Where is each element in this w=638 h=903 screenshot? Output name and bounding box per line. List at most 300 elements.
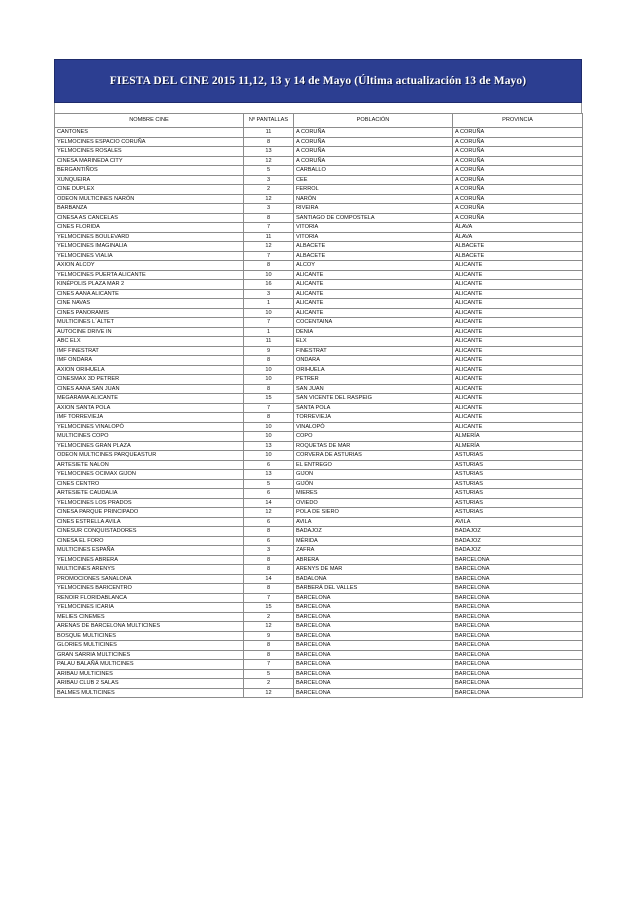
table-row [55, 413, 583, 423]
cell-nombre-cine: ODEON MULTICINES NARÓN [55, 194, 244, 204]
cell-provincia: BARCELONA [453, 660, 583, 670]
table-row [55, 422, 583, 432]
table-row [55, 584, 583, 594]
cell-poblacion: MIERES [294, 489, 453, 499]
cell-nombre-cine: GLORIES MULTICINES [55, 641, 244, 651]
table-row [55, 128, 583, 138]
cell-nombre-cine: CINESA MARINEDA CITY [55, 156, 244, 166]
cell-pantallas: 1 [244, 299, 294, 309]
header-pantallas: Nº PANTALLAS [244, 114, 294, 128]
cell-nombre-cine: ARIBAU CLUB 2 SALAS [55, 679, 244, 689]
cell-nombre-cine: YELMOCINES VINALOPÓ [55, 422, 244, 432]
table-row [55, 441, 583, 451]
table-row [55, 147, 583, 157]
cell-nombre-cine: PALAU BALAÑÁ MULTICINES [55, 660, 244, 670]
cell-pantallas: 12 [244, 156, 294, 166]
cell-pantallas: 1 [244, 327, 294, 337]
cell-nombre-cine: MEGARAMA ALICANTE [55, 394, 244, 404]
cell-pantallas: 8 [244, 527, 294, 537]
cell-pantallas: 11 [244, 232, 294, 242]
cell-provincia: BARCELONA [453, 555, 583, 565]
cell-provincia: BARCELONA [453, 631, 583, 641]
cell-provincia: ALICANTE [453, 327, 583, 337]
table-row [55, 308, 583, 318]
banner-spacer [54, 103, 582, 113]
cell-nombre-cine: BERGANTIÑOS [55, 166, 244, 176]
cell-poblacion: RIVEIRA [294, 204, 453, 214]
cell-provincia: ALICANTE [453, 318, 583, 328]
cell-provincia: ALICANTE [453, 365, 583, 375]
header-nombre-cine: NOMBRE CINE [55, 114, 244, 128]
cell-provincia: BARCELONA [453, 603, 583, 613]
cell-provincia: ÁLAVA [453, 232, 583, 242]
cell-nombre-cine: YELMOCINES ROSALES [55, 147, 244, 157]
cell-pantallas: 12 [244, 622, 294, 632]
cell-nombre-cine: ARENAS DE BARCELONA MULTICINES [55, 622, 244, 632]
cell-pantallas: 8 [244, 356, 294, 366]
table-row [55, 546, 583, 556]
table-row [55, 555, 583, 565]
cell-pantallas: 3 [244, 175, 294, 185]
table-row [55, 498, 583, 508]
cell-poblacion: BARCELONA [294, 669, 453, 679]
cell-pantallas: 7 [244, 660, 294, 670]
cell-provincia: BARCELONA [453, 574, 583, 584]
table-body [55, 128, 583, 698]
cell-nombre-cine: MULTICINES ARENYS [55, 565, 244, 575]
cell-pantallas: 10 [244, 422, 294, 432]
cell-pantallas: 5 [244, 669, 294, 679]
table-row [55, 384, 583, 394]
table-row [55, 289, 583, 299]
cell-provincia: A CORUÑA [453, 204, 583, 214]
cell-poblacion: CARBALLO [294, 166, 453, 176]
cell-poblacion: ZAFRA [294, 546, 453, 556]
cell-pantallas: 8 [244, 261, 294, 271]
cell-poblacion: A CORUÑA [294, 128, 453, 138]
cell-poblacion: FERROL [294, 185, 453, 195]
table-row [55, 536, 583, 546]
cell-nombre-cine: CINESA PARQUE PRINCIPADO [55, 508, 244, 518]
cell-provincia: ALMERÍA [453, 441, 583, 451]
cell-pantallas: 13 [244, 470, 294, 480]
cell-poblacion: BARCELONA [294, 612, 453, 622]
cell-provincia: ALICANTE [453, 403, 583, 413]
cell-poblacion: VITORIA [294, 223, 453, 233]
table-row [55, 375, 583, 385]
cell-poblacion: BARCELONA [294, 593, 453, 603]
cell-poblacion: ALICANTE [294, 308, 453, 318]
cell-provincia: BADAJOZ [453, 546, 583, 556]
cell-nombre-cine: BARBANZA [55, 204, 244, 214]
cell-pantallas: 11 [244, 128, 294, 138]
cell-poblacion: POLA DE SIERO [294, 508, 453, 518]
cell-provincia: ALICANTE [453, 261, 583, 271]
cell-nombre-cine: YELMOCINES BARICENTRO [55, 584, 244, 594]
cell-nombre-cine: YELMOCINES ESPACIO CORUÑA [55, 137, 244, 147]
cell-nombre-cine: BALMES MULTICINES [55, 688, 244, 698]
table-row [55, 251, 583, 261]
cell-nombre-cine: CINES CENTRO [55, 479, 244, 489]
cell-pantallas: 10 [244, 365, 294, 375]
cell-pantallas: 12 [244, 242, 294, 252]
cell-pantallas: 8 [244, 413, 294, 423]
table-row [55, 318, 583, 328]
table-row [55, 213, 583, 223]
cell-poblacion: ALICANTE [294, 299, 453, 309]
cell-poblacion: COCENTAINA [294, 318, 453, 328]
cell-nombre-cine: AUTOCINE DRIVE IN [55, 327, 244, 337]
cell-pantallas: 6 [244, 489, 294, 499]
cell-poblacion: ALBACETE [294, 251, 453, 261]
cell-pantallas: 7 [244, 403, 294, 413]
cell-provincia: AVILA [453, 517, 583, 527]
table-row [55, 574, 583, 584]
cell-poblacion: EL ENTREGO [294, 460, 453, 470]
cell-poblacion: BARCELONA [294, 641, 453, 651]
cell-nombre-cine: ARTESIETE NALON [55, 460, 244, 470]
cell-poblacion: VINALOPÓ [294, 422, 453, 432]
table-row [55, 451, 583, 461]
cell-nombre-cine: ARIBAU MULTICINES [55, 669, 244, 679]
cell-pantallas: 9 [244, 631, 294, 641]
table-row [55, 346, 583, 356]
title-banner [54, 59, 582, 103]
cell-poblacion: SANTA POLA [294, 403, 453, 413]
cell-poblacion: SANTIAGO DE COMPOSTELA [294, 213, 453, 223]
cell-nombre-cine: ABC ELX [55, 337, 244, 347]
cell-poblacion: A CORUÑA [294, 156, 453, 166]
cell-pantallas: 10 [244, 451, 294, 461]
cell-provincia: A CORUÑA [453, 147, 583, 157]
cell-poblacion: ALBACETE [294, 242, 453, 252]
cell-nombre-cine: AXION ORIHUELA [55, 365, 244, 375]
cell-pantallas: 7 [244, 251, 294, 261]
cell-poblacion: BARCELONA [294, 631, 453, 641]
table-row [55, 337, 583, 347]
cell-provincia: ALICANTE [453, 394, 583, 404]
cell-nombre-cine: MELIES CINEMES [55, 612, 244, 622]
table-row [55, 688, 583, 698]
cell-nombre-cine: YELMOCINES PUERTA ALICANTE [55, 270, 244, 280]
cell-provincia: ALICANTE [453, 356, 583, 366]
cell-poblacion: CEE [294, 175, 453, 185]
cell-provincia: A CORUÑA [453, 185, 583, 195]
cell-nombre-cine: YELMOCINES GRAN PLAZA [55, 441, 244, 451]
cell-provincia: ÁLAVA [453, 223, 583, 233]
cell-provincia: BARCELONA [453, 612, 583, 622]
table-row [55, 527, 583, 537]
cell-provincia: ALICANTE [453, 384, 583, 394]
cell-poblacion: A CORUÑA [294, 147, 453, 157]
table-row [55, 603, 583, 613]
cell-poblacion: ELX [294, 337, 453, 347]
cell-nombre-cine: MULTICINES L´ALTET [55, 318, 244, 328]
cell-nombre-cine: CINES ESTRELLA AVILA [55, 517, 244, 527]
cell-nombre-cine: AXION ALCOY [55, 261, 244, 271]
cell-poblacion: BARCELONA [294, 688, 453, 698]
cell-nombre-cine: YELMOCINES BOULEVARD [55, 232, 244, 242]
cell-poblacion: ORIHUELA [294, 365, 453, 375]
cell-nombre-cine: YELMOCINES ABRERA [55, 555, 244, 565]
cell-nombre-cine: XUNQUEIRA [55, 175, 244, 185]
cell-nombre-cine: MULTICINES COPO [55, 432, 244, 442]
cell-pantallas: 8 [244, 641, 294, 651]
table-row [55, 641, 583, 651]
cell-pantallas: 6 [244, 460, 294, 470]
cell-nombre-cine: YELMOCINES IMAGINALIA [55, 242, 244, 252]
cell-nombre-cine: CANTONES [55, 128, 244, 138]
cell-nombre-cine: CINES FLORIDA [55, 223, 244, 233]
cell-provincia: A CORUÑA [453, 156, 583, 166]
page-title: FIESTA DEL CINE 2015 11,12, 13 y 14 de Mayo (Última actualización 13 de Mayo) [109, 75, 527, 87]
table-row [55, 223, 583, 233]
cell-pantallas: 12 [244, 508, 294, 518]
cell-provincia: BARCELONA [453, 679, 583, 689]
cell-poblacion: ALICANTE [294, 289, 453, 299]
cell-pantallas: 7 [244, 593, 294, 603]
table-row [55, 156, 583, 166]
cell-poblacion: ALICANTE [294, 270, 453, 280]
table-row [55, 356, 583, 366]
cell-pantallas: 11 [244, 337, 294, 347]
cell-provincia: BARCELONA [453, 650, 583, 660]
cell-nombre-cine: IMF FINESTRAT [55, 346, 244, 356]
document-page [54, 59, 582, 698]
cell-provincia: ASTURIAS [453, 479, 583, 489]
cell-poblacion: ONDARA [294, 356, 453, 366]
cell-pantallas: 8 [244, 584, 294, 594]
cell-poblacion: BARCELONA [294, 622, 453, 632]
cell-poblacion: BARCELONA [294, 660, 453, 670]
cell-pantallas: 5 [244, 166, 294, 176]
cell-nombre-cine: CINES PANORAMIS [55, 308, 244, 318]
table-row [55, 679, 583, 689]
cell-provincia: A CORUÑA [453, 128, 583, 138]
table-row [55, 669, 583, 679]
cell-poblacion: BARCELONA [294, 650, 453, 660]
cell-nombre-cine: ARTESIETE CAUDALIA [55, 489, 244, 499]
table-row [55, 489, 583, 499]
cell-pantallas: 6 [244, 536, 294, 546]
cell-pantallas: 13 [244, 441, 294, 451]
cell-provincia: ALICANTE [453, 422, 583, 432]
cell-poblacion: BARCELONA [294, 603, 453, 613]
cell-nombre-cine: YELMOCINES OCIMAX GIJON [55, 470, 244, 480]
cell-provincia: ALICANTE [453, 299, 583, 309]
cell-pantallas: 8 [244, 213, 294, 223]
cell-provincia: ASTURIAS [453, 451, 583, 461]
cell-nombre-cine: IMF TORREVIEJA [55, 413, 244, 423]
cell-pantallas: 10 [244, 270, 294, 280]
cell-poblacion: GIJÓN [294, 479, 453, 489]
cell-poblacion: DENIA [294, 327, 453, 337]
table-row [55, 631, 583, 641]
table-row [55, 622, 583, 632]
cell-poblacion: ALCOY [294, 261, 453, 271]
cell-poblacion: COPO [294, 432, 453, 442]
cell-pantallas: 3 [244, 289, 294, 299]
cell-pantallas: 2 [244, 185, 294, 195]
cell-nombre-cine: KINÉPOLIS PLAZA MAR 2 [55, 280, 244, 290]
table-row [55, 365, 583, 375]
cell-provincia: ASTURIAS [453, 498, 583, 508]
table-row [55, 194, 583, 204]
cell-provincia: A CORUÑA [453, 194, 583, 204]
cell-nombre-cine: CINESA AS CANCELAS [55, 213, 244, 223]
table-row [55, 612, 583, 622]
cell-poblacion: ROQUETAS DE MAR [294, 441, 453, 451]
cell-provincia: ALICANTE [453, 280, 583, 290]
cell-pantallas: 8 [244, 137, 294, 147]
cell-nombre-cine: GRAN SARRIA MULTICINES [55, 650, 244, 660]
cell-poblacion: ALICANTE [294, 280, 453, 290]
cell-poblacion: BARBERÁ DEL VALLES [294, 584, 453, 594]
cell-provincia: A CORUÑA [453, 175, 583, 185]
cell-pantallas: 16 [244, 280, 294, 290]
table-row [55, 327, 583, 337]
cell-provincia: A CORUÑA [453, 166, 583, 176]
table-row [55, 650, 583, 660]
cell-provincia: BARCELONA [453, 669, 583, 679]
table-row [55, 280, 583, 290]
cell-nombre-cine: MULTICINES ESPAÑA [55, 546, 244, 556]
cell-pantallas: 9 [244, 346, 294, 356]
table-row [55, 166, 583, 176]
cinema-table [54, 113, 583, 698]
cell-pantallas: 5 [244, 479, 294, 489]
table-row [55, 175, 583, 185]
table-row [55, 242, 583, 252]
cell-provincia: ASTURIAS [453, 460, 583, 470]
cell-provincia: ALBACETE [453, 251, 583, 261]
cell-provincia: ASTURIAS [453, 470, 583, 480]
cell-provincia: BARCELONA [453, 688, 583, 698]
cell-provincia: ALMERÍA [453, 432, 583, 442]
table-row [55, 394, 583, 404]
table-row [55, 270, 583, 280]
cell-pantallas: 10 [244, 432, 294, 442]
cell-provincia: ALICANTE [453, 375, 583, 385]
cell-pantallas: 12 [244, 688, 294, 698]
cell-poblacion: BADALONA [294, 574, 453, 584]
cell-poblacion: ABRERA [294, 555, 453, 565]
cell-pantallas: 14 [244, 498, 294, 508]
cell-provincia: ALBACETE [453, 242, 583, 252]
header-provincia: PROVINCIA [453, 114, 583, 128]
cell-pantallas: 7 [244, 318, 294, 328]
cell-provincia: A CORUÑA [453, 213, 583, 223]
cell-pantallas: 7 [244, 223, 294, 233]
cell-provincia: ALICANTE [453, 289, 583, 299]
cell-nombre-cine: ODEON MULTICINES PARQUEASTUR [55, 451, 244, 461]
cell-provincia: ALICANTE [453, 337, 583, 347]
cell-provincia: BARCELONA [453, 565, 583, 575]
cell-pantallas: 8 [244, 565, 294, 575]
cell-provincia: BARCELONA [453, 641, 583, 651]
cell-nombre-cine: CINE NAVAS [55, 299, 244, 309]
table-row [55, 185, 583, 195]
cell-provincia: ALICANTE [453, 413, 583, 423]
cell-poblacion: OVIEDO [294, 498, 453, 508]
cell-nombre-cine: YELMOCINES VIALIA [55, 251, 244, 261]
cell-poblacion: A CORUÑA [294, 137, 453, 147]
cell-pantallas: 13 [244, 147, 294, 157]
cell-poblacion: FINESTRAT [294, 346, 453, 356]
cell-poblacion: AVILA [294, 517, 453, 527]
cell-poblacion: TORREVIEJA [294, 413, 453, 423]
table-row [55, 660, 583, 670]
cell-nombre-cine: CINESA EL FORO [55, 536, 244, 546]
cell-poblacion: PETRER [294, 375, 453, 385]
cell-nombre-cine: IMF ONDARA [55, 356, 244, 366]
cell-nombre-cine: BOSQUE MULTICINES [55, 631, 244, 641]
table-row [55, 261, 583, 271]
cell-provincia: BARCELONA [453, 622, 583, 632]
table-row [55, 470, 583, 480]
cell-nombre-cine: PROMOCIONES SANALONA [55, 574, 244, 584]
cell-poblacion: CORVERA DE ASTURIAS [294, 451, 453, 461]
cell-poblacion: GIJON [294, 470, 453, 480]
cell-nombre-cine: CINES AANA ALICANTE [55, 289, 244, 299]
table-row [55, 299, 583, 309]
cell-poblacion: ARENYS DE MAR [294, 565, 453, 575]
cell-pantallas: 10 [244, 375, 294, 385]
table-row [55, 479, 583, 489]
cell-provincia: ASTURIAS [453, 508, 583, 518]
cell-pantallas: 6 [244, 517, 294, 527]
table-header-row [55, 114, 583, 128]
cell-pantallas: 15 [244, 603, 294, 613]
cell-nombre-cine: AXION SANTA POLA [55, 403, 244, 413]
cell-nombre-cine: RENOIR FLORIDABLANCA [55, 593, 244, 603]
cell-poblacion: VITORIA [294, 232, 453, 242]
cell-poblacion: SAN VICENTE DEL RASPEIG [294, 394, 453, 404]
cell-pantallas: 3 [244, 204, 294, 214]
cell-pantallas: 12 [244, 194, 294, 204]
cell-nombre-cine: CINESUR CONQUISTADORES [55, 527, 244, 537]
cell-pantallas: 2 [244, 679, 294, 689]
table-row [55, 403, 583, 413]
cell-nombre-cine: YELMOCINES ICARIA [55, 603, 244, 613]
cell-poblacion: BARCELONA [294, 679, 453, 689]
cell-nombre-cine: CINESMAX 3D PETRER [55, 375, 244, 385]
table-row [55, 432, 583, 442]
cell-provincia: ALICANTE [453, 308, 583, 318]
cell-pantallas: 10 [244, 308, 294, 318]
cell-provincia: ASTURIAS [453, 489, 583, 499]
cell-provincia: A CORUÑA [453, 137, 583, 147]
cell-pantallas: 14 [244, 574, 294, 584]
header-poblacion: POBLACIÓN [294, 114, 453, 128]
cell-poblacion: MÉRIDA [294, 536, 453, 546]
table-row [55, 593, 583, 603]
table-row [55, 204, 583, 214]
cell-poblacion: SAN JUAN [294, 384, 453, 394]
cell-provincia: BADAJOZ [453, 527, 583, 537]
cell-poblacion: BADAJOZ [294, 527, 453, 537]
cell-provincia: BARCELONA [453, 584, 583, 594]
table-row [55, 508, 583, 518]
cell-provincia: ALICANTE [453, 270, 583, 280]
cell-pantallas: 8 [244, 384, 294, 394]
table-row [55, 232, 583, 242]
table-row [55, 517, 583, 527]
cell-poblacion: NARÓN [294, 194, 453, 204]
table-row [55, 460, 583, 470]
cell-provincia: BARCELONA [453, 593, 583, 603]
cell-provincia: ALICANTE [453, 346, 583, 356]
